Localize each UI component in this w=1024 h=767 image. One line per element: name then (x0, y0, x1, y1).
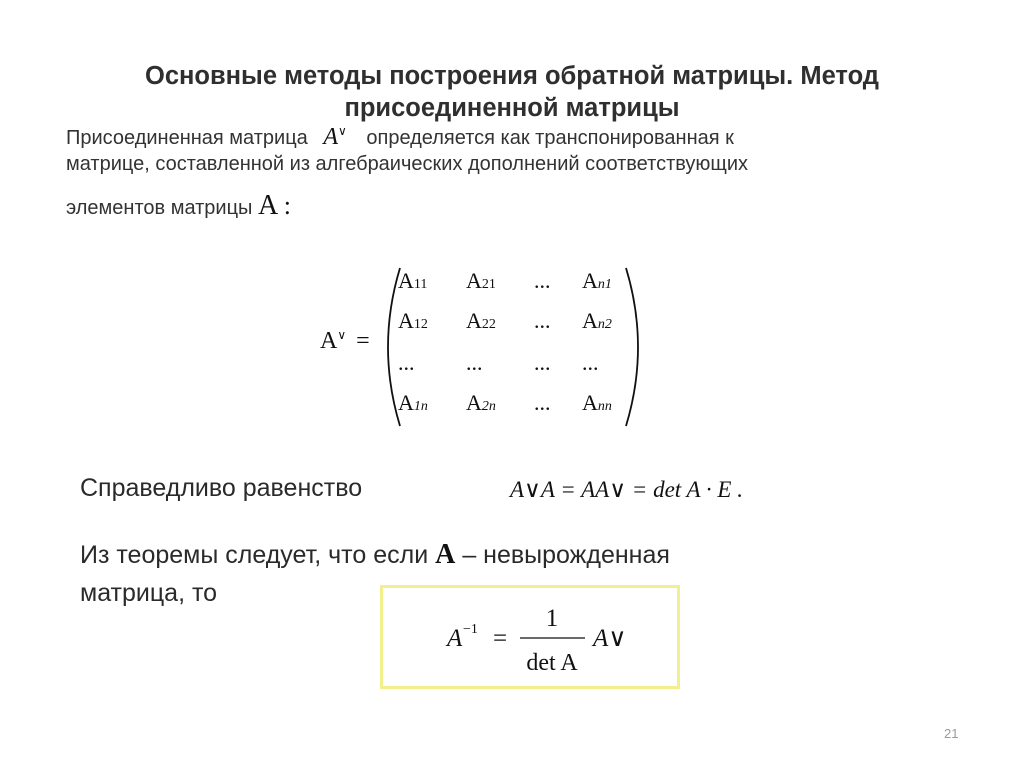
matrix-cell (582, 268, 612, 294)
right-parenthesis (626, 268, 638, 426)
definition-line-3 (66, 190, 291, 222)
matrix-cell (582, 390, 612, 416)
theorem-line-2: матрица, то (80, 579, 218, 607)
matrix-cell (534, 308, 551, 334)
matrix-cell (398, 268, 427, 294)
title-line-2: присоединенной матрицы (344, 94, 680, 122)
slide-title (40, 60, 984, 124)
matrix-cell (466, 390, 496, 416)
matrix-cell-base: A (582, 308, 598, 333)
matrix-cell-base: A (582, 268, 598, 293)
matrix-cell-base: A (398, 308, 414, 333)
statement-identity: Справедливо равенство (80, 474, 363, 502)
matrix-cell-base: A (398, 390, 414, 415)
matrix-cell (534, 390, 551, 416)
title-line-1: Основные методы построения обратной матрицы. Метод (144, 62, 879, 90)
page-number: 21 (944, 726, 959, 741)
matrix-cell-base: ... (466, 350, 483, 375)
adjugate-symbol-mark: ∨ (338, 124, 347, 138)
matrix-cell-subscript: 2n (481, 399, 496, 414)
matrix-cell (398, 308, 428, 334)
matrix-cell-base: ... (534, 268, 551, 293)
matrix-A-symbol: A (258, 190, 279, 221)
definition-colon: : (283, 191, 292, 220)
matrix-cell (398, 390, 428, 416)
matrix-cell (534, 268, 551, 294)
definition-line-1 (66, 124, 734, 151)
matrix-equals: = (356, 328, 370, 354)
definition-text-1: Присоединенная матрица (66, 127, 308, 149)
matrix-cell-base: A (466, 390, 482, 415)
matrix-cell-base: A (398, 268, 414, 293)
identity-equation-text: A∨A = AA∨ = det A · E . (510, 477, 743, 502)
inverse-denominator: det A (526, 650, 578, 676)
inverse-equals: = (493, 625, 508, 652)
inverse-lhs: A (447, 625, 463, 652)
matrix-cell (582, 350, 599, 376)
matrix-cell-base: ... (534, 350, 551, 375)
inverse-formula-box (380, 585, 680, 689)
matrix-cell (582, 308, 612, 334)
matrix-cell-subscript: 12 (413, 317, 428, 332)
adjugate-symbol-letter: A (323, 124, 339, 150)
matrix-cell-subscript: 21 (481, 277, 496, 292)
matrix-cell-base: A (582, 390, 598, 415)
matrix-lhs-mark: ∨ (337, 328, 347, 342)
adjugate-symbol (323, 124, 346, 150)
theorem-text-1: Из теоремы следует, что если (80, 541, 429, 569)
matrix-cell-base: ... (398, 350, 415, 375)
matrix-cell-base: ... (582, 350, 599, 375)
matrix-cell-subscript: 1n (413, 399, 428, 414)
matrix-cell (466, 308, 496, 334)
matrix-cell-subscript: 22 (481, 317, 496, 332)
matrix-cell-base: ... (534, 390, 551, 415)
inverse-exponent: −1 (463, 622, 478, 637)
matrix-cell (466, 268, 496, 294)
matrix-cell (466, 350, 483, 376)
inverse-numerator: 1 (545, 605, 559, 632)
theorem-symbol-A: A (435, 539, 456, 570)
definition-text-2: определяется как транспонированная к (366, 127, 734, 149)
theorem-text-2: – невырожденная (462, 541, 670, 569)
inverse-formula (383, 588, 677, 686)
matrix-cell (534, 350, 551, 376)
adjugate-matrix-formula (320, 262, 650, 432)
definition-line-2: матрице, составленной из алгебраических дополнений соответствующих (66, 153, 749, 175)
matrix-cell-subscript: nn (597, 399, 612, 414)
matrix-lhs-letter: A (320, 328, 338, 354)
matrix-cell-subscript: n2 (597, 317, 612, 332)
inverse-rhs: A∨ (593, 625, 627, 652)
matrix-cell-subscript: 11 (413, 277, 428, 292)
theorem-line-1 (80, 536, 670, 574)
matrix-cell-base: ... (534, 308, 551, 333)
matrix-cell-base: A (466, 268, 482, 293)
identity-equation (510, 476, 743, 503)
definition-text-3: элементов матрицы (66, 197, 253, 219)
matrix-cell-base: A (466, 308, 482, 333)
matrix-cell-subscript: n1 (597, 277, 612, 292)
matrix-cell (398, 350, 415, 376)
